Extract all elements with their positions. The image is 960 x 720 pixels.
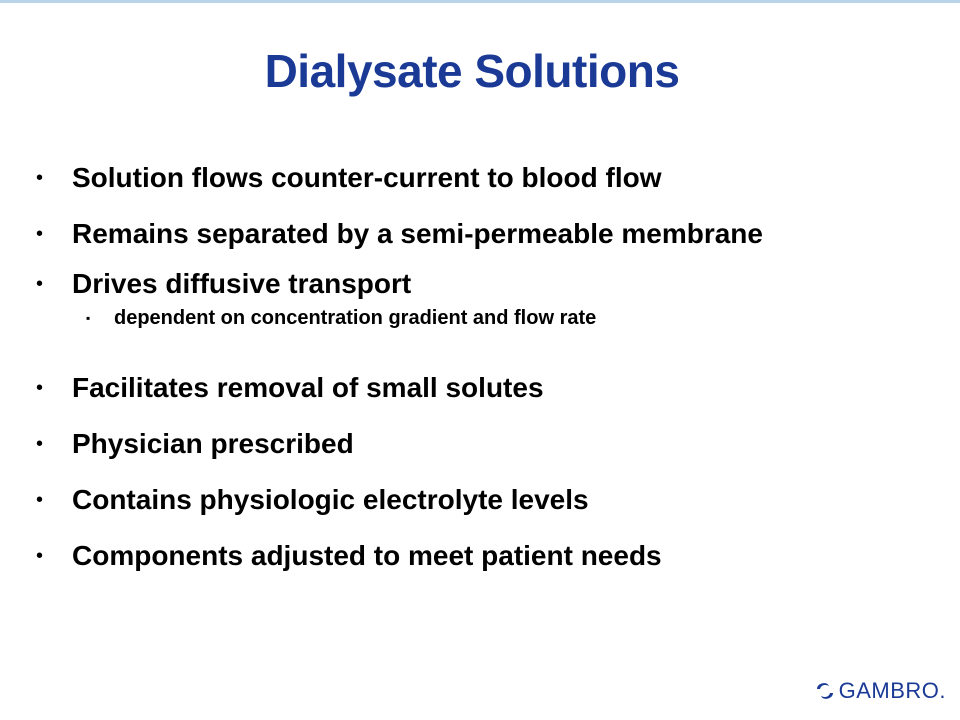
bullet-dot-icon: • — [36, 377, 44, 399]
bullet-item — [36, 206, 936, 262]
bullet-dot-icon: • — [36, 167, 44, 189]
logo-text: GAMBRO. — [838, 678, 946, 703]
top-rule — [0, 0, 960, 3]
sub-bullet-text: dependent on concentration gradient and flow rate — [114, 307, 597, 329]
bullet-text: Components adjusted to meet patient needs — [72, 540, 662, 571]
bullet-dot-icon: • — [36, 433, 44, 455]
bullet-dot-icon: • — [36, 273, 44, 295]
bullet-text: Drives diffusive transport — [72, 268, 412, 299]
bullet-item — [36, 360, 936, 416]
bullet-text: Physician prescribed — [72, 428, 354, 459]
bullet-text: Solution flows counter-current to blood flow — [72, 162, 662, 193]
bullet-item — [36, 528, 936, 584]
bullet-text: Contains physiologic electrolyte levels — [72, 484, 589, 515]
bullet-dot-icon: • — [36, 545, 44, 567]
sub-bullet-square-icon: ▪ — [86, 311, 91, 325]
bullet-text: Remains separated by a semi-permeable membrane — [72, 218, 763, 249]
bullet-list — [36, 150, 936, 584]
gambro-swirl-icon — [813, 679, 837, 703]
bullet-item — [36, 472, 936, 528]
sub-bullet-item — [36, 306, 936, 360]
gambro-logo — [813, 678, 946, 704]
bullet-dot-icon: • — [36, 489, 44, 511]
bullet-text: Facilitates removal of small solutes — [72, 372, 544, 403]
bullet-item — [36, 262, 936, 306]
bullet-item — [36, 416, 936, 472]
bullet-dot-icon: • — [36, 223, 44, 245]
slide-title: Dialysate Solutions — [264, 45, 680, 97]
bullet-item — [36, 150, 936, 206]
